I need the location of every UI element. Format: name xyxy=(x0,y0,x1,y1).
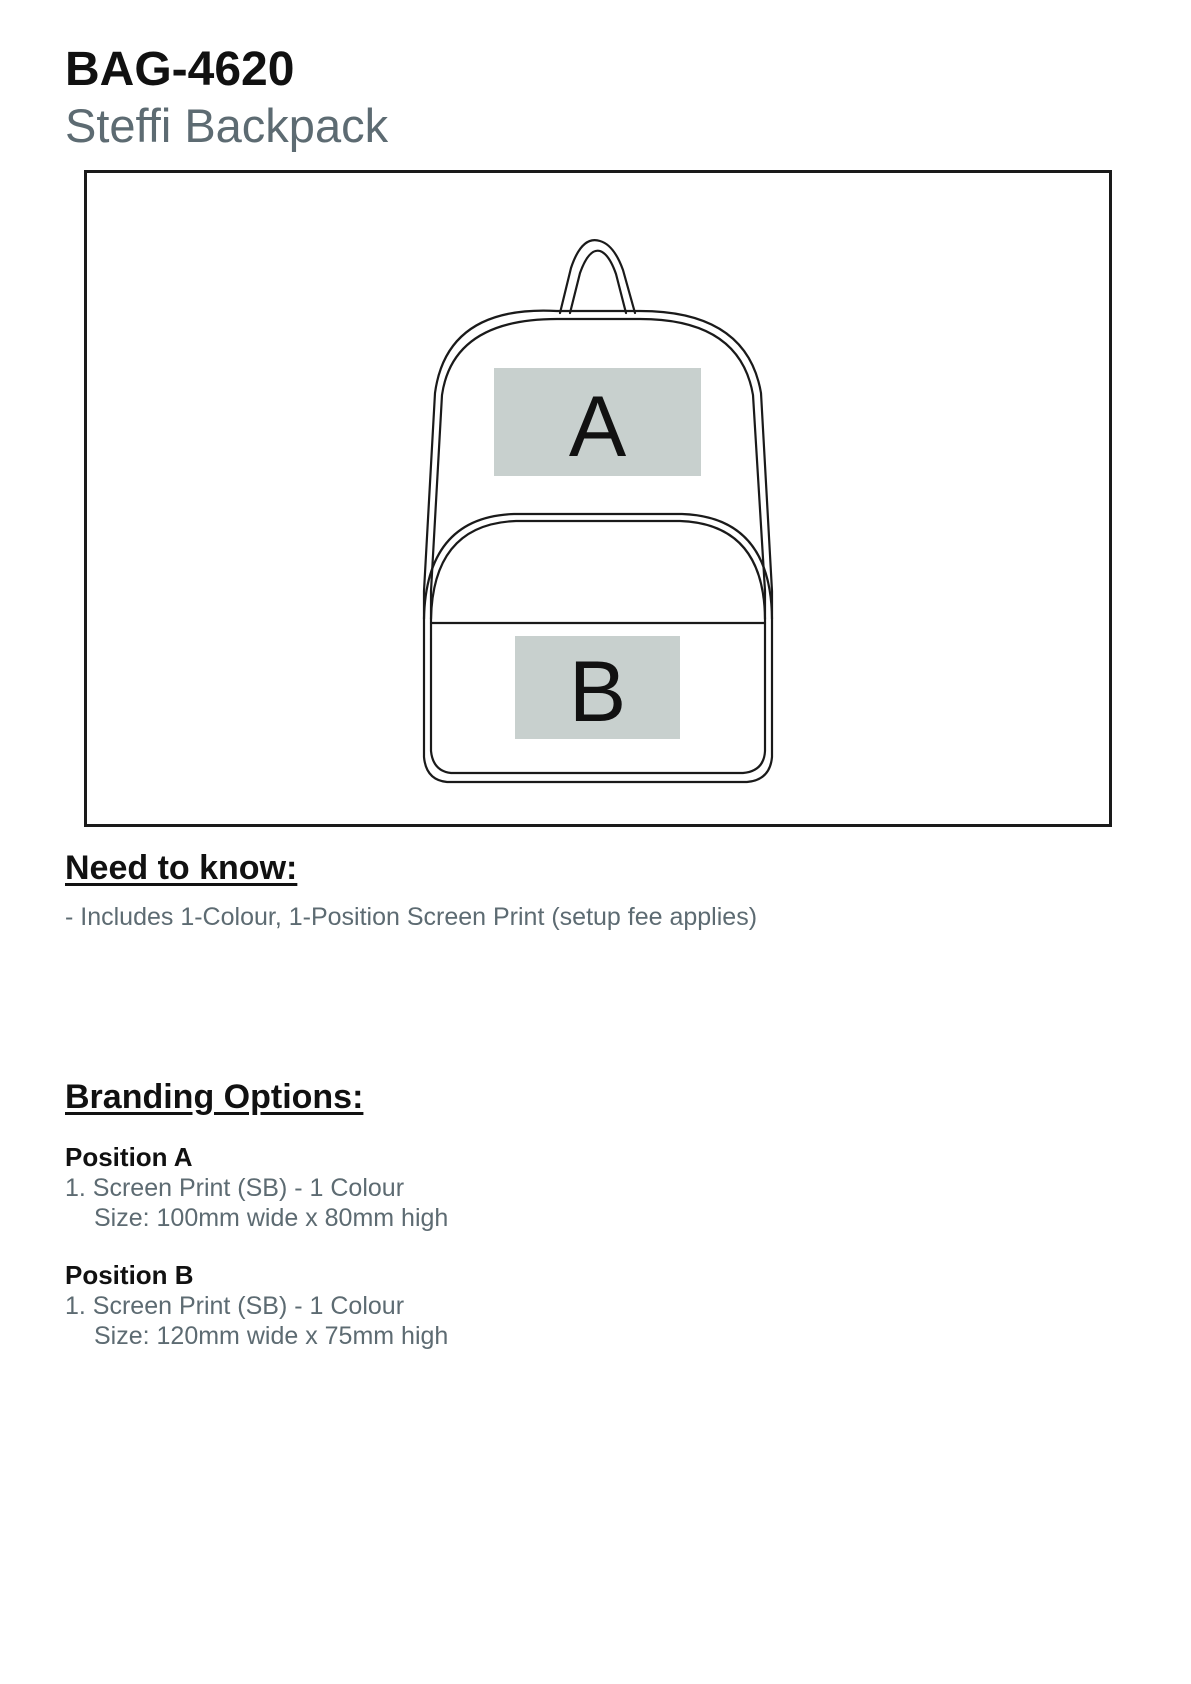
position-a-method: 1. Screen Print (SB) - 1 Colour xyxy=(65,1174,405,1202)
position-b-method: 1. Screen Print (SB) - 1 Colour xyxy=(65,1292,405,1320)
zone-a-label: A xyxy=(568,379,627,475)
front-pocket-inner xyxy=(431,521,765,619)
branding-options-heading: Branding Options: xyxy=(65,1078,364,1116)
backpack-diagram xyxy=(87,173,1109,824)
zone-b-label: B xyxy=(568,644,627,740)
product-diagram-frame xyxy=(84,170,1112,827)
position-a-title: Position A xyxy=(65,1142,193,1172)
position-a-block xyxy=(65,1141,765,1233)
need-to-know-item: - Includes 1-Colour, 1-Position Screen Print (setup fee applies) xyxy=(65,903,758,931)
product-code: BAG-4620 xyxy=(65,43,295,96)
position-b-block xyxy=(65,1259,765,1351)
product-name: Steffi Backpack xyxy=(65,99,389,152)
position-a-size: Size: 100mm wide x 80mm high xyxy=(94,1204,449,1232)
need-to-know-heading: Need to know: xyxy=(65,849,298,887)
position-b-title: Position B xyxy=(65,1260,194,1290)
position-b-size: Size: 120mm wide x 75mm high xyxy=(94,1322,449,1350)
